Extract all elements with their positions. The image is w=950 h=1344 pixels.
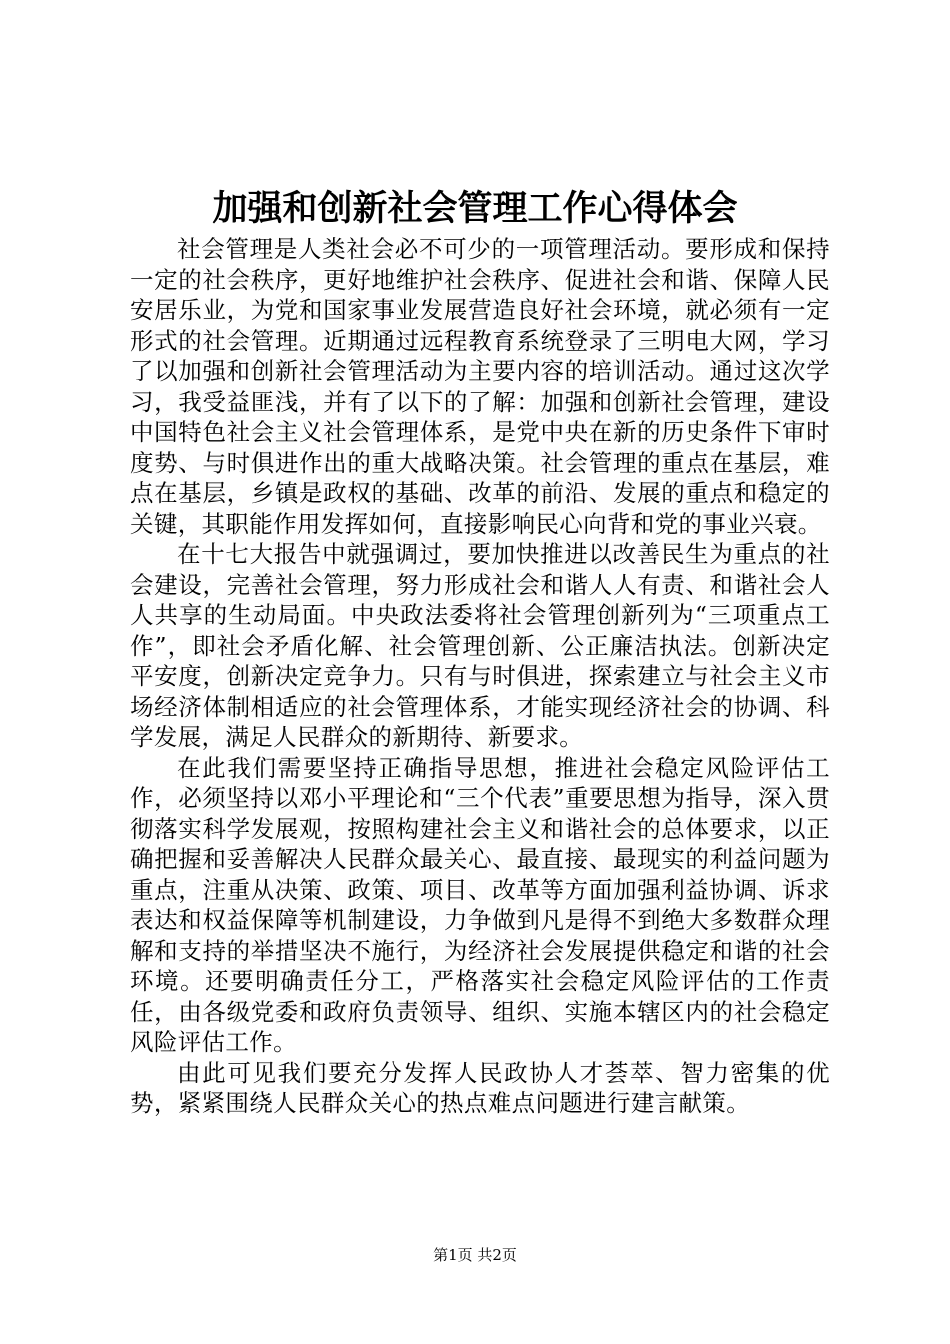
paragraph-4: 由此可见我们要充分发挥人民政协人才荟萃、智力密集的优势，紧紧围绕人民群众关心的热点难点问题进行建言献策。 <box>130 1058 830 1117</box>
page-number-footer: 第1页 共2页 <box>433 1246 517 1264</box>
paragraph-3: 在此我们需要坚持正确指导思想，推进社会稳定风险评估工作，必须坚持以邓小平理论和“三个代表”重要思想为指导，深入贯彻落实科学发展观，按照构建社会主义和谐社会的总体要求，以正确把握和妥善解决人民群众最关心、最直接、最现实的利益问题为重点，注重从决策、政策、项目、改革等方面加强利益协调、诉求表达和权益保障等机制建设，力争做到凡是得不到绝大多数群众理解和支持的举措坚决不施行，为经济社会发展提供稳定和谐的社会环境。还要明确责任分工，严格落实社会稳定风险评估的工作责任，由各级党委和政府负责领导、组织、实施本辖区内的社会稳定风险评估工作。 <box>130 753 830 1056</box>
document-title: 加强和创新社会管理工作心得体会 <box>212 188 738 229</box>
paragraph-1: 社会管理是人类社会必不可少的一项管理活动。要形成和保持一定的社会秩序，更好地维护社会秩序、促进社会和谐、保障人民安居乐业，为党和国家事业发展营造良好社会环境，就必须有一定形式的社会管理。近期通过远程教育系统登录了三明电大网，学习了以加强和创新社会管理活动为主要内容的培训活动。通过这次学习，我受益匪浅，并有了以下的了解：加强和创新社会管理，建设中国特色社会主义社会管理体系，是党中央在新的历史条件下审时度势、与时俱进作出的重大战略决策。社会管理的重点在基层，难点在基层，乡镇是政权的基础、改革的前沿、发展的重点和稳定的关键，其职能作用发挥如何，直接影响民心向背和党的事业兴衰。 <box>130 235 830 538</box>
document-body <box>130 234 830 1119</box>
paragraph-2: 在十七大报告中就强调过，要加快推进以改善民生为重点的社会建设，完善社会管理，努力形成社会和谐人人有责、和谐社会人人共享的生动局面。中央政法委将社会管理创新列为“三项重点工作”，即社会矛盾化解、社会管理创新、公正廉洁执法。创新决定平安度，创新决定竞争力。只有与时俱进，探索建立与社会主义市场经济体制相适应的社会管理体系，才能实现经济社会的协调、科学发展，满足人民群众的新期待、新要求。 <box>130 540 830 751</box>
